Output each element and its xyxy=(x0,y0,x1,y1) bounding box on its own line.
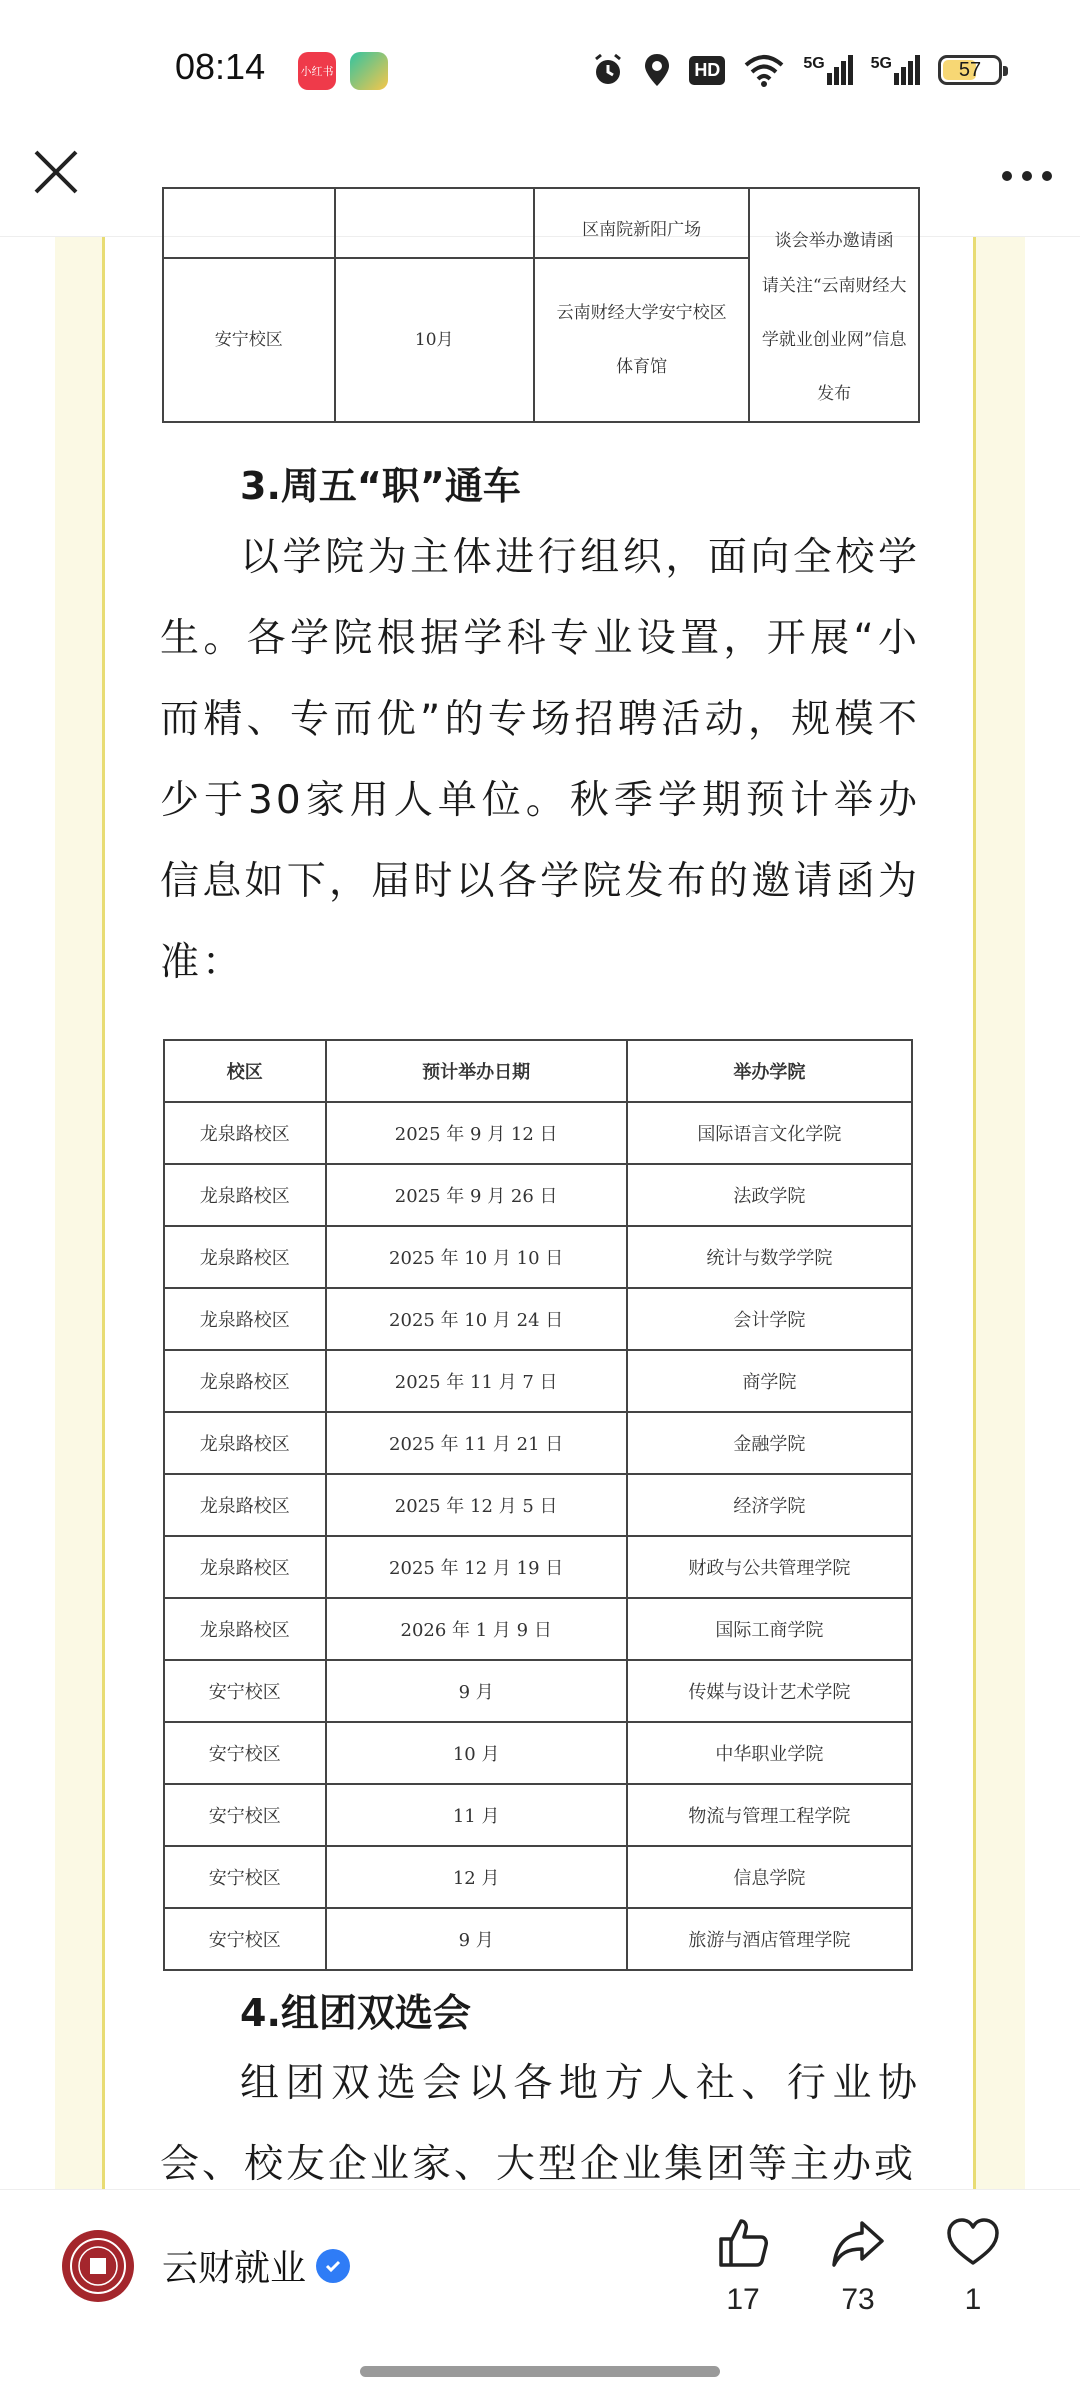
table-cell: 商学院 xyxy=(627,1350,912,1412)
table-cell: 龙泉路校区 xyxy=(164,1164,326,1226)
table-cell: 法政学院 xyxy=(627,1164,912,1226)
app-badge-label: 小红书 xyxy=(300,65,334,78)
table-cell: 龙泉路校区 xyxy=(164,1288,326,1350)
table-cell: 金融学院 xyxy=(627,1412,912,1474)
net-label-1: 5G xyxy=(803,55,825,72)
table-cell: 10月 xyxy=(335,258,534,422)
table-cell: 安宁校区 xyxy=(164,1722,326,1784)
document-page xyxy=(105,220,973,2189)
table-cell: 9 月 xyxy=(326,1660,627,1722)
share-count: 73 xyxy=(841,2283,875,2316)
table-cell: 龙泉路校区 xyxy=(164,1474,326,1536)
table-cell: 2025 年 11 月 7 日 xyxy=(326,1350,627,1412)
hd-icon xyxy=(689,56,725,85)
table-cell: 2025 年 9 月 26 日 xyxy=(326,1164,627,1226)
account-name-row[interactable] xyxy=(162,2240,350,2291)
table-cell: 物流与管理工程学院 xyxy=(627,1784,912,1846)
dot-icon xyxy=(1002,171,1012,181)
battery-level: 57 xyxy=(958,58,982,81)
table-cell: 龙泉路校区 xyxy=(164,1412,326,1474)
table-cell: 旅游与酒店管理学院 xyxy=(627,1908,912,1970)
table-cell xyxy=(335,188,534,258)
table-cell: 国际语言文化学院 xyxy=(627,1102,912,1164)
table-row xyxy=(164,1288,912,1350)
table-cell: 信息学院 xyxy=(627,1846,912,1908)
thumbs-up-icon xyxy=(715,2215,771,2271)
table-row xyxy=(164,1412,912,1474)
table-row xyxy=(164,1164,912,1226)
table-cell: 10 月 xyxy=(326,1722,627,1784)
more-options-button[interactable] xyxy=(982,166,1052,186)
table-cell: 会计学院 xyxy=(627,1288,912,1350)
table-cell xyxy=(163,188,335,258)
frame-border-right xyxy=(973,237,976,2189)
section-3-heading: 3.周五“职”通车 xyxy=(240,464,521,508)
table-cell: 9 月 xyxy=(326,1908,627,1970)
alarm-icon xyxy=(591,53,625,87)
table-cell: 龙泉路校区 xyxy=(164,1102,326,1164)
like-count: 17 xyxy=(726,2283,760,2316)
heart-icon xyxy=(945,2215,1001,2271)
table-header-row xyxy=(164,1040,912,1102)
table-cell: 财政与公共管理学院 xyxy=(627,1536,912,1598)
table-cell: 国际工商学院 xyxy=(627,1598,912,1660)
table-row xyxy=(164,1536,912,1598)
table-cell: 安宁校区 xyxy=(164,1846,326,1908)
battery-icon xyxy=(938,55,1002,85)
table-cell: 2025 年 10 月 24 日 xyxy=(326,1288,627,1350)
table-row xyxy=(164,1474,912,1536)
table-cell: 12 月 xyxy=(326,1846,627,1908)
table-cell: 传媒与设计艺术学院 xyxy=(627,1660,912,1722)
status-time: 08:14 xyxy=(175,46,266,87)
column-header-college: 举办学院 xyxy=(627,1040,912,1102)
table-cell: 安宁校区 xyxy=(164,1908,326,1970)
table-row xyxy=(164,1784,912,1846)
table-cell: 龙泉路校区 xyxy=(164,1226,326,1288)
university-logo-icon xyxy=(68,2236,128,2296)
schedule-table xyxy=(163,1039,913,1971)
table-cell: 11 月 xyxy=(326,1784,627,1846)
table-cell: 2025 年 12 月 5 日 xyxy=(326,1474,627,1536)
table-row xyxy=(164,1102,912,1164)
hd-label: HD xyxy=(694,59,721,80)
venue-table xyxy=(162,187,920,423)
table-row xyxy=(164,1846,912,1908)
table-cell: 区南院新阳广场 xyxy=(534,188,749,258)
home-indicator[interactable] xyxy=(360,2366,720,2377)
account-avatar[interactable] xyxy=(62,2230,134,2302)
dot-icon xyxy=(1042,171,1052,181)
table-cell: 请关注“云南财经大学就业创业网”信息发布 xyxy=(749,258,919,422)
table-cell: 经济学院 xyxy=(627,1474,912,1536)
account-name[interactable]: 云财就业 xyxy=(162,2248,307,2289)
table-cell: 安宁校区 xyxy=(164,1784,326,1846)
table-cell: 2026 年 1 月 9 日 xyxy=(326,1598,627,1660)
table-cell: 安宁校区 xyxy=(163,258,335,422)
table-cell: 统计与数学学院 xyxy=(627,1226,912,1288)
table-row xyxy=(164,1226,912,1288)
table-cell: 龙泉路校区 xyxy=(164,1536,326,1598)
table-cell: 2025 年 12 月 19 日 xyxy=(326,1536,627,1598)
section-4-paragraph: 组团双选会以各地方人社、行业协会、校友企业家、大型企业集团等主办或 xyxy=(160,2061,920,2187)
table-cell: 龙泉路校区 xyxy=(164,1350,326,1412)
table-cell: 云南财经大学安宁校区体育馆 xyxy=(534,258,749,422)
column-header-campus: 校区 xyxy=(164,1040,326,1102)
close-icon[interactable] xyxy=(28,144,84,200)
favorite-count: 1 xyxy=(964,2283,982,2316)
verified-badge-icon xyxy=(316,2249,350,2283)
status-bar xyxy=(0,0,1080,140)
table-cell: 2025 年 10 月 10 日 xyxy=(326,1226,627,1288)
table-row xyxy=(163,188,919,258)
table-cell: 安宁校区 xyxy=(164,1660,326,1722)
table-row xyxy=(164,1598,912,1660)
net-label-2: 5G xyxy=(870,55,892,72)
favorite-button[interactable] xyxy=(933,2215,1013,2317)
section-4-heading: 4.组团双选会 xyxy=(240,1991,471,2035)
table-cell: 龙泉路校区 xyxy=(164,1598,326,1660)
column-header-date: 预计举办日期 xyxy=(326,1040,627,1102)
app-notification-icon xyxy=(350,52,388,90)
section-3-paragraph: 以学院为主体进行组织，面向全校学生。各学院根据学科专业设置，开展“小而精、专而优”的专场招聘活动，规模不少于30家用人单位。秋季学期预计举办信息如下，届时以各学院发布的邀请函为准： xyxy=(160,535,920,985)
schedule-table-body xyxy=(164,1102,912,1970)
share-button[interactable] xyxy=(818,2215,898,2317)
dot-icon xyxy=(1022,171,1032,181)
table-row xyxy=(164,1908,912,1970)
table-cell: 中华职业学院 xyxy=(627,1722,912,1784)
status-icons xyxy=(591,48,1002,92)
share-icon xyxy=(830,2215,886,2271)
table-cell: 谈会举办邀请函 xyxy=(749,188,919,258)
table-row xyxy=(164,1660,912,1722)
article-content xyxy=(0,220,1080,2189)
table-cell: 2025 年 9 月 12 日 xyxy=(326,1102,627,1164)
signal-5g-icon-2 xyxy=(871,55,920,85)
signal-5g-icon xyxy=(803,55,852,85)
xiaohongshu-app-icon xyxy=(298,52,336,90)
table-row xyxy=(164,1350,912,1412)
table-row xyxy=(164,1722,912,1784)
table-row xyxy=(163,258,919,422)
table-cell: 2025 年 11 月 21 日 xyxy=(326,1412,627,1474)
like-button[interactable] xyxy=(703,2215,783,2317)
location-icon xyxy=(643,52,671,88)
wifi-icon xyxy=(743,53,785,87)
